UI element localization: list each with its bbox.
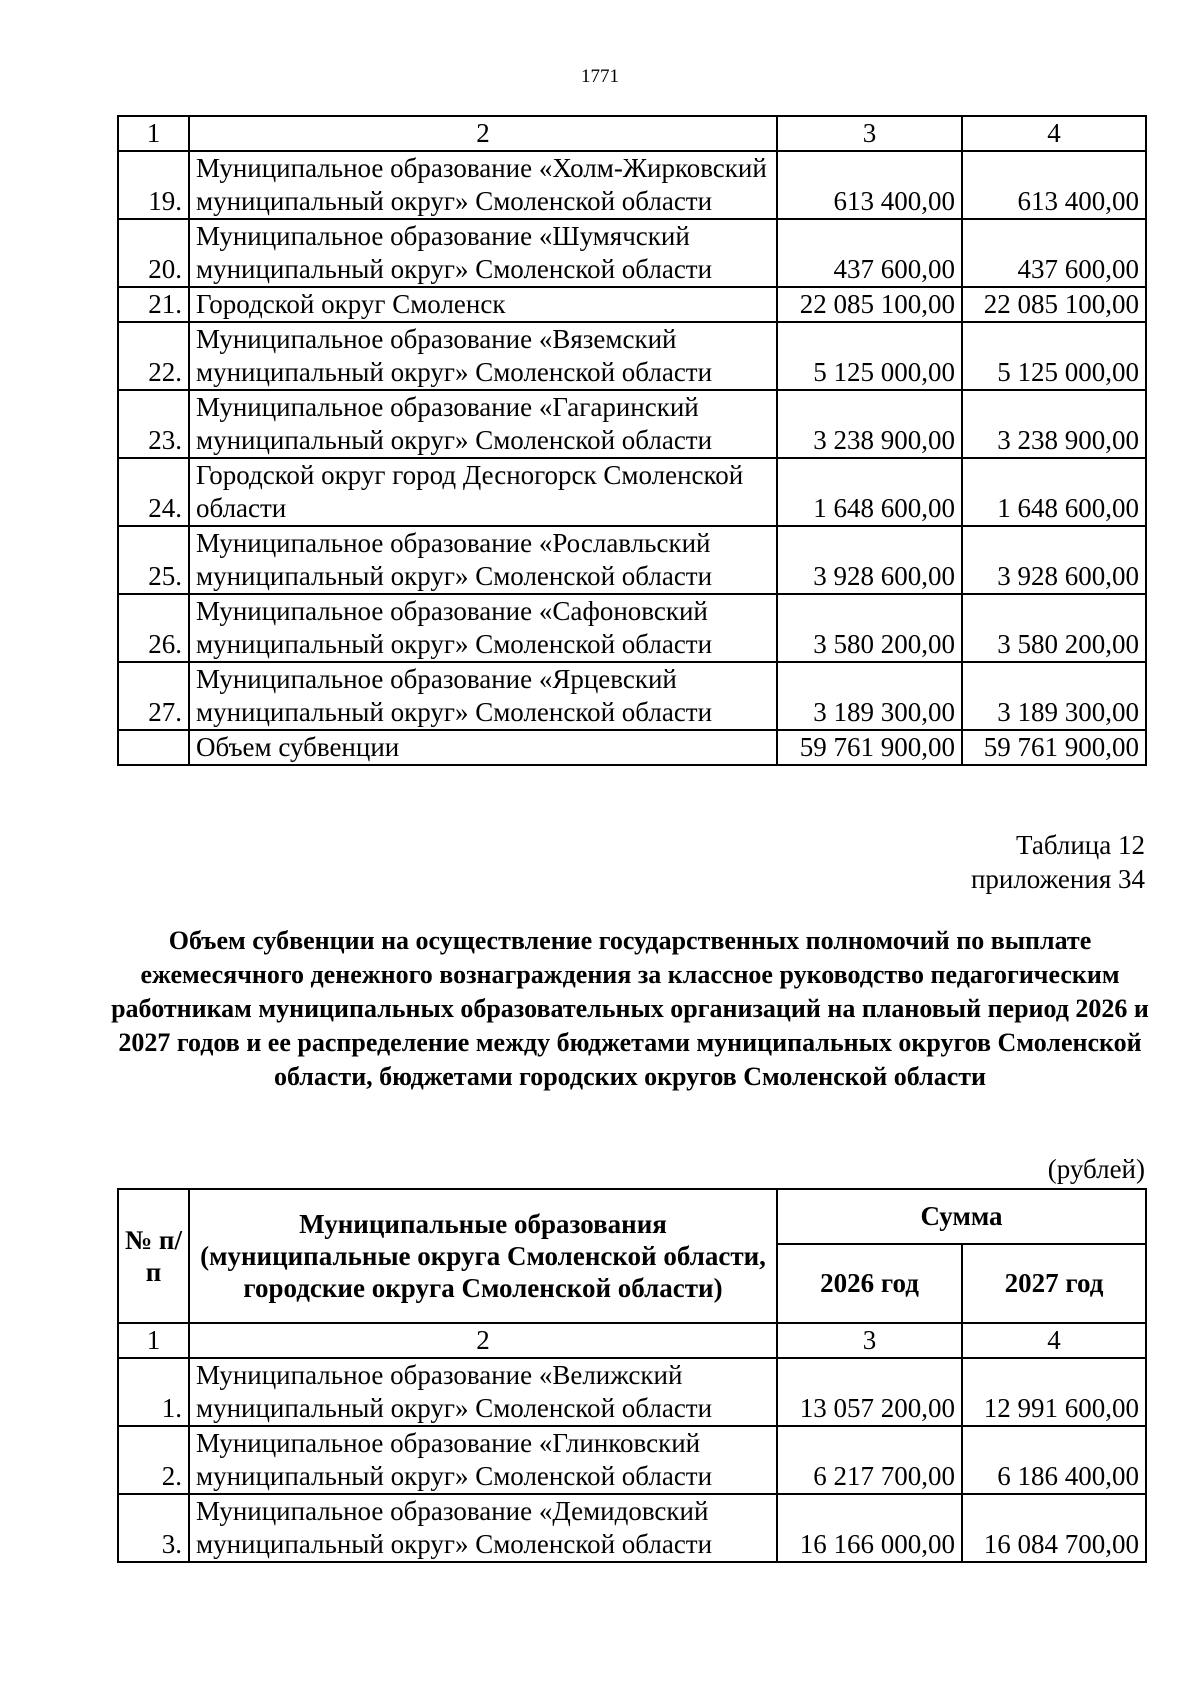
amount-2027: 3 189 300,00	[962, 662, 1146, 730]
total-number-cell	[118, 730, 189, 765]
amount-2026: 3 580 200,00	[777, 594, 962, 662]
amount-2026: 16 166 000,00	[777, 1494, 962, 1562]
row-number: 20.	[118, 219, 189, 287]
municipality-name: Городской округ Смоленск	[189, 287, 777, 322]
row-number: 3.	[118, 1494, 189, 1562]
municipality-name: Муниципальное образование «Вяземский муниципальный округ» Смоленской области	[189, 322, 777, 390]
municipality-name: Муниципальное образование «Рославльский муниципальный округ» Смоленской области	[189, 526, 777, 594]
row-number: 2.	[118, 1426, 189, 1494]
table-caption-appendix: приложения 34	[970, 864, 1145, 894]
total-2027: 59 761 900,00	[962, 730, 1146, 765]
amount-2026: 437 600,00	[777, 219, 962, 287]
amount-2026: 5 125 000,00	[777, 322, 962, 390]
municipality-name: Муниципальное образование «Холм-Жирковский муниципальный округ» Смоленской области	[189, 151, 777, 219]
header-year-2027: 2027 год	[962, 1244, 1146, 1323]
table-row	[118, 526, 1146, 594]
row-number: 24.	[118, 458, 189, 526]
amount-2027: 12 991 600,00	[962, 1358, 1146, 1426]
table-row	[118, 458, 1146, 526]
header-sum: Сумма	[777, 1189, 1146, 1244]
table-caption-number: Таблица 12	[1016, 830, 1145, 860]
page-number: 1771	[581, 66, 619, 87]
column-number-3: 3	[777, 116, 962, 151]
units-label: (рублей)	[1047, 1154, 1145, 1184]
amount-2027: 437 600,00	[962, 219, 1146, 287]
header-row	[118, 1189, 1146, 1244]
header-number: № п/п	[118, 1189, 189, 1323]
table-row	[118, 1358, 1146, 1426]
subvention-table-continued	[117, 115, 1147, 766]
amount-2027: 5 125 000,00	[962, 322, 1146, 390]
municipality-name: Муниципальное образование «Велижский муниципальный округ» Смоленской области	[189, 1358, 777, 1426]
amount-2027: 6 186 400,00	[962, 1426, 1146, 1494]
total-row	[118, 730, 1146, 765]
amount-2026: 3 238 900,00	[777, 390, 962, 458]
table-row	[118, 1426, 1146, 1494]
amount-2027: 22 085 100,00	[962, 287, 1146, 322]
municipality-name: Муниципальное образование «Гагаринский муниципальный округ» Смоленской области	[189, 390, 777, 458]
column-number-2: 2	[189, 116, 777, 151]
amount-2026: 22 085 100,00	[777, 287, 962, 322]
row-number: 26.	[118, 594, 189, 662]
header-year-2026: 2026 год	[777, 1244, 962, 1323]
amount-2026: 3 189 300,00	[777, 662, 962, 730]
municipality-name: Муниципальное образование «Ярцевский муниципальный округ» Смоленской области	[189, 662, 777, 730]
row-number: 25.	[118, 526, 189, 594]
municipality-name: Муниципальное образование «Шумячский муниципальный округ» Смоленской области	[189, 219, 777, 287]
table-row	[118, 662, 1146, 730]
table-row	[118, 1494, 1146, 1562]
total-2026: 59 761 900,00	[777, 730, 962, 765]
column-number-row	[118, 116, 1146, 151]
table-row	[118, 151, 1146, 219]
total-label: Объем субвенции	[189, 730, 777, 765]
table-row	[118, 322, 1146, 390]
row-number: 27.	[118, 662, 189, 730]
row-number: 19.	[118, 151, 189, 219]
row-number: 21.	[118, 287, 189, 322]
amount-2027: 3 928 600,00	[962, 526, 1146, 594]
table-row	[118, 390, 1146, 458]
municipality-name: Муниципальное образование «Глинковский муниципальный округ» Смоленской области	[189, 1426, 777, 1494]
amount-2026: 1 648 600,00	[777, 458, 962, 526]
amount-2026: 13 057 200,00	[777, 1358, 962, 1426]
column-number-3: 3	[777, 1323, 962, 1358]
table-caption	[971, 828, 1145, 896]
section-title: Объем субвенции на осуществление государственных полномочий по выплате ежемесячного денежного вознаграждения за классное руководство педагогическим работникам муниципальных образовательных организаций на плановый период 2026 и 2027 годов и ее распределение между бюджетами муниципальных округов Смоленской области, бюджетами городских округов Смоленской области	[111, 926, 1149, 1091]
municipality-name: Муниципальное образование «Демидовский муниципальный округ» Смоленской области	[189, 1494, 777, 1562]
amount-2026: 6 217 700,00	[777, 1426, 962, 1494]
column-number-1: 1	[118, 116, 189, 151]
amount-2027: 16 084 700,00	[962, 1494, 1146, 1562]
column-number-2: 2	[189, 1323, 777, 1358]
column-number-4: 4	[962, 116, 1146, 151]
header-municipality: Муниципальные образования (муниципальные округа Смоленской области, городские округа Смоленской области)	[189, 1189, 777, 1323]
amount-2026: 3 928 600,00	[777, 526, 962, 594]
column-number-4: 4	[962, 1323, 1146, 1358]
table-row	[118, 594, 1146, 662]
amount-2027: 1 648 600,00	[962, 458, 1146, 526]
amount-2027: 3 580 200,00	[962, 594, 1146, 662]
row-number: 22.	[118, 322, 189, 390]
amount-2027: 613 400,00	[962, 151, 1146, 219]
column-number-1: 1	[118, 1323, 189, 1358]
amount-2027: 3 238 900,00	[962, 390, 1146, 458]
municipality-name: Муниципальное образование «Сафоновский муниципальный округ» Смоленской области	[189, 594, 777, 662]
column-number-row	[118, 1323, 1146, 1358]
row-number: 23.	[118, 390, 189, 458]
municipality-name: Городской округ город Десногорск Смоленской области	[189, 458, 777, 526]
table-row	[118, 287, 1146, 322]
table-row	[118, 219, 1146, 287]
row-number: 1.	[118, 1358, 189, 1426]
subvention-table-2026-2027	[117, 1188, 1147, 1563]
amount-2026: 613 400,00	[777, 151, 962, 219]
